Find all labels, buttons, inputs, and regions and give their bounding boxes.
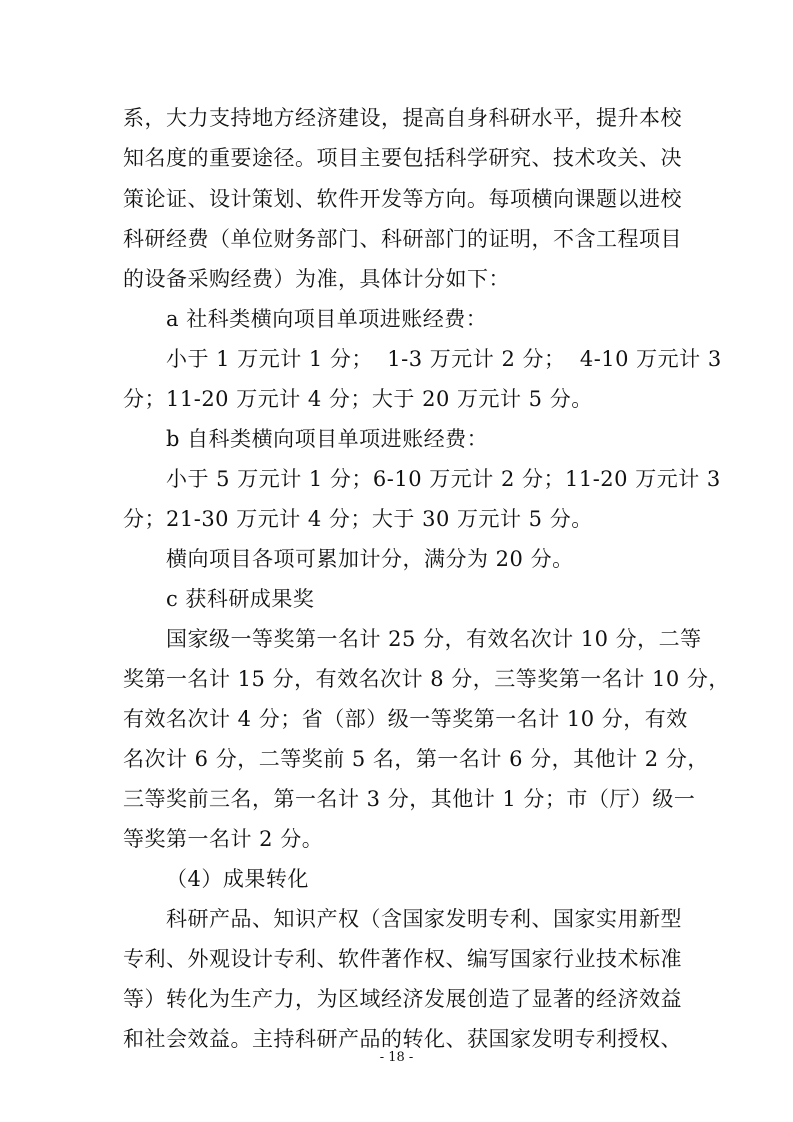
line-text: 三等奖前三名，第一名计 3 分，其他计 1 分；市（厅）级一: [123, 787, 696, 811]
line-text: 分；21-30 万元计 4 分；大于 30 万元计 5 分。: [123, 507, 593, 531]
line-text: 和社会效益。主持科研产品的转化、获国家发明专利授权、: [123, 1027, 682, 1051]
line-text: 横向项目各项可累加计分，满分为 20 分。: [166, 547, 574, 571]
line-text: （4）成果转化: [166, 867, 309, 891]
line-text: 科研经费（单位财务部门、科研部门的证明，不含工程项目: [123, 227, 682, 251]
line-text: 有效名次计 4 分；省（部）级一等奖第一名计 10 分，有效: [123, 707, 688, 731]
line-text: 分；11-20 万元计 4 分；大于 20 万元计 5 分。: [123, 387, 593, 411]
line-text: 国家级一等奖第一名计 25 分，有效名次计 10 分，二等: [166, 627, 702, 651]
line-text: 小于 5 万元计 1 分；6-10 万元计 2 分；11-20 万元计 3: [166, 467, 721, 491]
line-text: 奖第一名计 15 分，有效名次计 8 分，三等奖第一名计 10 分，: [123, 667, 730, 691]
line-text: 知名度的重要途径。项目主要包括科学研究、技术攻关、决: [123, 146, 682, 170]
line-text: a 社科类横向项目单项进账经费：: [166, 307, 488, 331]
line-text: 科研产品、知识产权（含国家发明专利、国家实用新型: [166, 907, 682, 931]
line-text: 策论证、设计策划、软件开发等方向。每项横向课题以进校: [123, 187, 682, 211]
line-text: 小于 1 万元计 1 分； 1-3 万元计 2 分； 4-10 万元计 3: [166, 347, 722, 371]
line-text: b 自科类横向项目单项进账经费：: [166, 427, 489, 451]
line-text: 等奖第一名计 2 分。: [123, 827, 324, 851]
line-text: 专利、外观设计专利、软件著作权、编写国家行业技术标准: [123, 947, 682, 971]
line-text: c 获科研成果奖: [166, 587, 315, 611]
line-text: 系，大力支持地方经济建设，提高自身科研水平，提升本校: [123, 106, 682, 130]
line-text: 等）转化为生产力，为区域经济发展创造了显著的经济效益: [123, 987, 682, 1011]
line-text: 名次计 6 分，二等奖前 5 名，第一名计 6 分，其他计 2 分，: [123, 747, 709, 771]
line-text: 的设备采购经费）为准，具体计分如下：: [123, 267, 510, 291]
page-number: - 18 -: [379, 1050, 414, 1065]
